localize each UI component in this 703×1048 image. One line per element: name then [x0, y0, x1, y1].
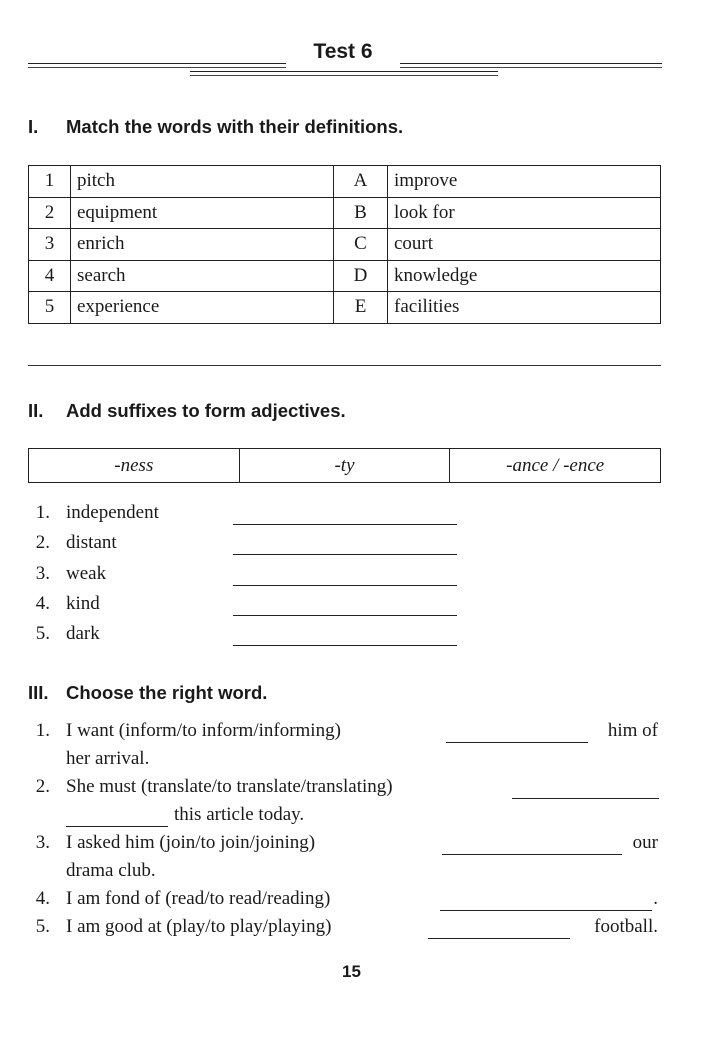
item-word: weak	[66, 562, 107, 584]
answer-blank[interactable]	[233, 524, 457, 525]
row-definition: knowledge	[388, 260, 661, 292]
list-item	[28, 563, 488, 593]
list-item	[28, 888, 660, 916]
item-number: 2.	[35, 776, 50, 797]
table-row	[29, 292, 661, 324]
section-3-heading	[28, 682, 267, 704]
row-word: search	[71, 260, 334, 292]
item-number: 5.	[35, 623, 50, 645]
list-item	[28, 776, 660, 832]
list-item	[28, 593, 488, 623]
table-row	[29, 197, 661, 229]
list-item	[28, 502, 488, 532]
item-sentence-cont: this article today.	[174, 804, 305, 825]
row-number: 2	[29, 197, 71, 229]
answer-line[interactable]	[28, 365, 661, 366]
item-number: 2.	[35, 532, 50, 554]
item-sentence-cont: her arrival.	[66, 748, 150, 769]
answer-blank[interactable]	[512, 798, 659, 799]
list-item	[28, 532, 488, 562]
title-underline	[190, 71, 498, 72]
item-number: 5.	[35, 916, 50, 937]
section-3-heading-text: Choose the right word.	[66, 682, 268, 703]
row-definition: look for	[388, 197, 661, 229]
title-underline-thin	[190, 75, 498, 76]
item-sentence-cont: drama club.	[66, 860, 156, 881]
answer-blank[interactable]	[446, 742, 588, 743]
list-item	[28, 720, 660, 776]
title-rule-right-thin	[400, 67, 662, 68]
item-sentence-end: him of	[607, 720, 658, 741]
section-2-heading-text: Add suffixes to form adjectives.	[66, 400, 346, 421]
item-number: 3.	[35, 832, 50, 853]
item-number: 4.	[35, 888, 50, 909]
table-row	[29, 260, 661, 292]
answer-blank[interactable]	[233, 585, 457, 586]
item-sentence: She must (translate/to translate/translating)	[66, 776, 393, 797]
title-rule-right	[400, 63, 662, 64]
answer-blank[interactable]	[442, 854, 622, 855]
title-rule-left	[28, 63, 286, 64]
row-definition: court	[388, 229, 661, 261]
section-1-heading	[28, 116, 403, 138]
item-sentence-end: .	[653, 888, 658, 909]
row-letter: B	[334, 197, 388, 229]
suffix-exercise-list	[28, 502, 488, 653]
section-2-number: II.	[28, 400, 44, 421]
answer-blank[interactable]	[233, 645, 457, 646]
answer-blank[interactable]	[233, 615, 457, 616]
test-title-row	[28, 40, 662, 80]
row-number: 4	[29, 260, 71, 292]
item-sentence: I am good at (play/to play/playing)	[66, 916, 332, 937]
section-1-number: I.	[28, 116, 39, 137]
row-letter: D	[334, 260, 388, 292]
item-sentence-end: our	[632, 832, 658, 853]
item-sentence: I asked him (join/to join/joining)	[66, 832, 316, 853]
row-definition: facilities	[388, 292, 661, 324]
row-word: experience	[71, 292, 334, 324]
title-rule-left-thin	[28, 67, 286, 68]
list-item	[28, 916, 660, 944]
suffix-ance-ence: -ance / -ence	[449, 449, 660, 482]
item-sentence: I am fond of (read/to read/reading)	[66, 888, 331, 909]
item-number: 1.	[35, 502, 50, 523]
row-number: 1	[29, 166, 71, 198]
row-word: pitch	[71, 166, 334, 198]
answer-blank[interactable]	[428, 938, 570, 939]
item-word: distant	[66, 532, 117, 554]
row-word: enrich	[71, 229, 334, 261]
item-number: 3.	[35, 562, 50, 584]
suffix-ty: -ty	[239, 449, 450, 482]
item-word: independent	[66, 502, 159, 523]
section-1-heading-text: Match the words with their definitions.	[66, 116, 404, 137]
page-number: 15	[342, 962, 361, 981]
table-row	[29, 229, 661, 261]
item-sentence: I want (inform/to inform/informing)	[66, 720, 341, 741]
row-number: 5	[29, 292, 71, 324]
table-row	[29, 166, 661, 198]
row-letter: E	[334, 292, 388, 324]
suffix-box	[28, 448, 661, 483]
suffix-ness: -ness	[114, 455, 154, 476]
row-word: equipment	[71, 197, 334, 229]
answer-blank[interactable]	[440, 910, 652, 911]
section-2-heading	[28, 400, 346, 422]
row-letter: C	[334, 229, 388, 261]
item-number: 1.	[35, 720, 50, 741]
choose-word-list	[28, 720, 660, 944]
answer-blank[interactable]	[233, 554, 457, 555]
item-word: dark	[66, 623, 100, 645]
item-word: kind	[66, 592, 100, 614]
list-item	[28, 832, 660, 888]
section-3-number: III.	[28, 682, 49, 703]
item-number: 4.	[35, 592, 50, 614]
row-definition: improve	[388, 166, 661, 198]
answer-blank[interactable]	[66, 826, 168, 827]
item-sentence-end: football.	[594, 916, 658, 937]
row-number: 3	[29, 229, 71, 261]
test-title: Test 6	[313, 40, 373, 63]
list-item	[28, 623, 488, 653]
matching-table	[28, 165, 661, 324]
row-letter: A	[334, 166, 388, 198]
